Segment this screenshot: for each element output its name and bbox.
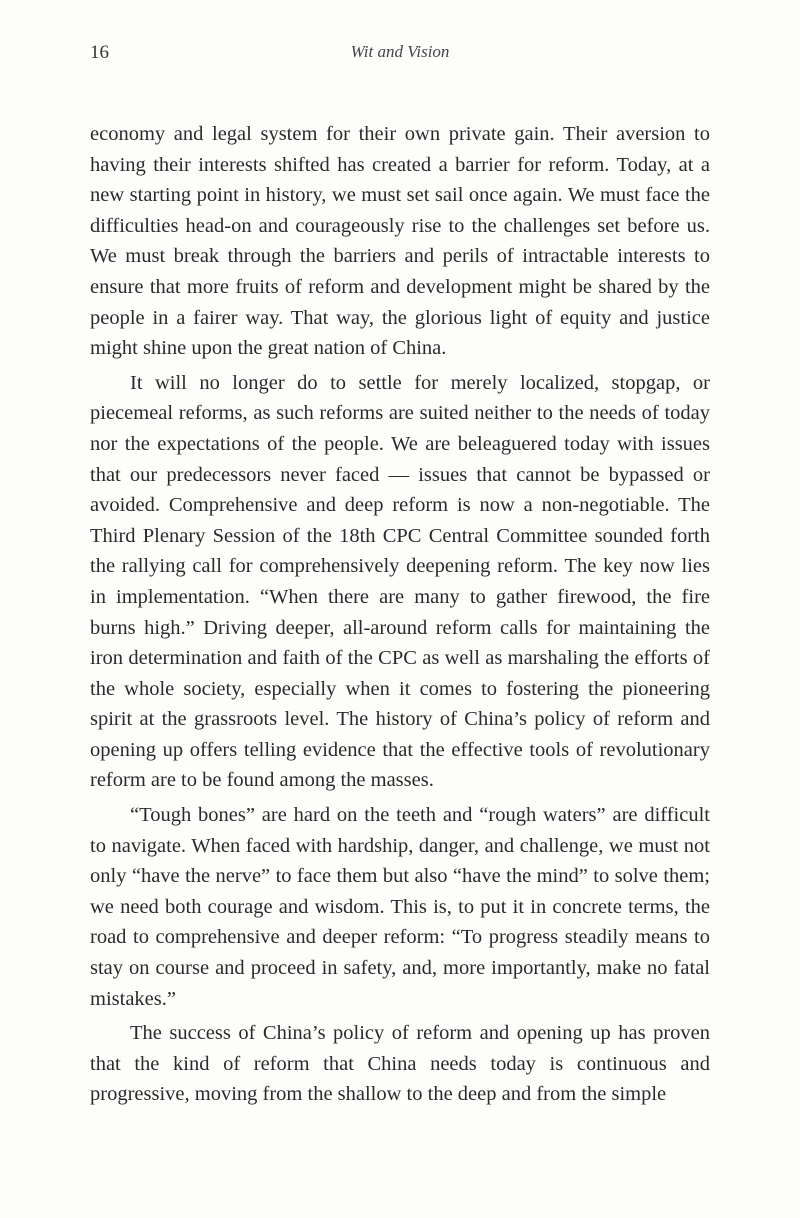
page-header: [90, 42, 710, 72]
running-title: Wit and Vision: [350, 42, 450, 61]
body-text: [90, 119, 710, 1110]
page-number: 16: [90, 42, 109, 63]
paragraph-2: It will no longer do to settle for merely localized, stopgap, or piecemeal reforms, as such reforms are suited neither to the needs of today nor the expectations of the people. We are beleaguered today with issues that our predecessors never faced — issues that cannot be bypassed or avoided. Comprehensive and deep reform is now a non-negotiable. The Third Plenary Session of the 18th CPC Central Committee sounded forth the rallying call for comprehensively deepening reform. The key now lies in implementation. “When there are many to gather firewood, the fire burns high.” Driving deeper, all-around reform calls for maintaining the iron determination and faith of the CPC as well as marshaling the efforts of the whole society, especially when it comes to fostering the pioneering spirit at the grassroots level. The history of China’s policy of reform and opening up offers telling evidence that the effective tools of revolutionary reform are to be found among the masses.: [90, 371, 710, 792]
paragraph-4: The success of China’s policy of reform and opening up has proven that the kind of reform that China needs today is continuous and progressive, moving from the shallow to the deep and from the simple: [90, 1022, 710, 1106]
paragraph-1: economy and legal system for their own private gain. Their aversion to having their interests shifted has created a barrier for reform. Today, at a new starting point in history, we must set sail once again. We must face the difficulties head-on and courageously rise to the challenges set before us. We must break through the barriers and perils of intractable interests to ensure that more fruits of reform and development might be shared by the people in a fairer way. That way, the glorious light of equity and justice might shine upon the great nation of China.: [90, 123, 710, 360]
paragraph-3: “Tough bones” are hard on the teeth and “rough waters” are difficult to navigate. When faced with hardship, danger, and challenge, we must not only “have the nerve” to face them but also “have the mind” to solve them; we need both courage and wisdom. This is, to put it in concrete terms, the road to comprehensive and deeper reform: “To progress steadily means to stay on course and proceed in safety, and, more importantly, make no fatal mistakes.”: [90, 804, 710, 1010]
